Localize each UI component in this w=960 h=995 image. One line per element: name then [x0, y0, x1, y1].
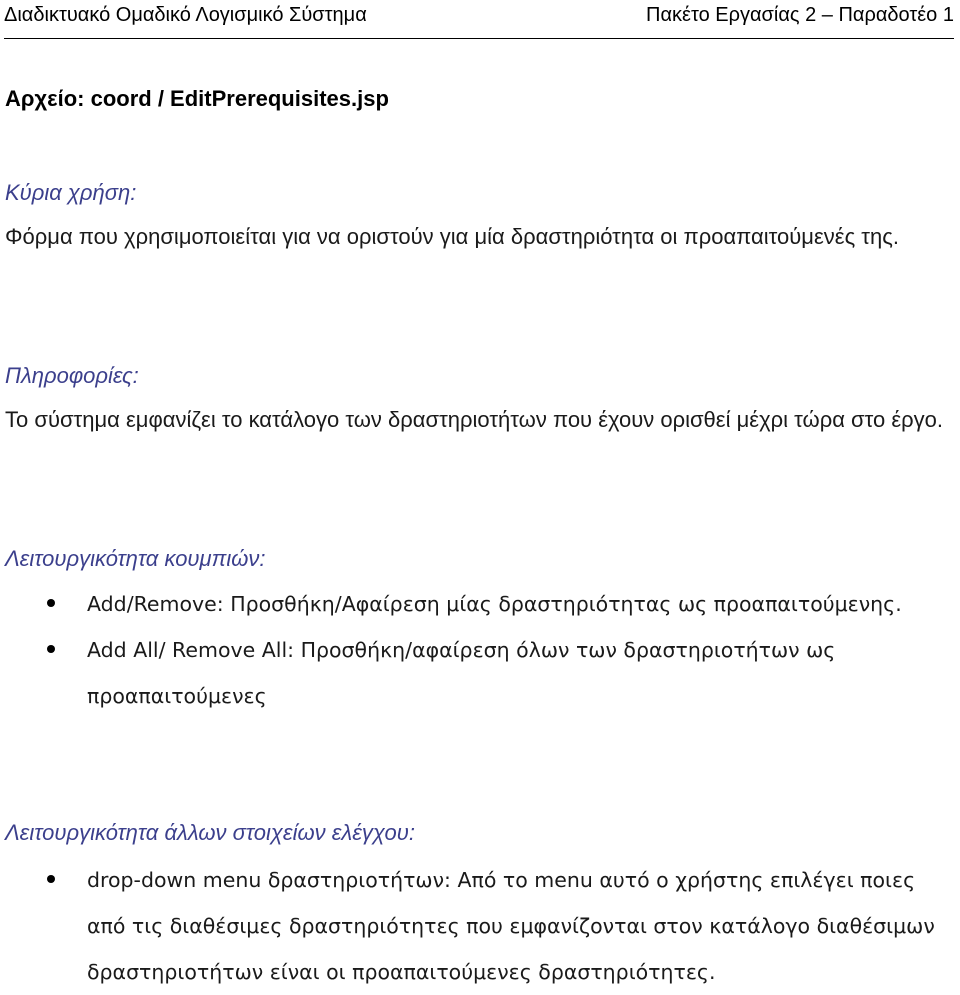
list-item	[0, 857, 950, 995]
buttons-list	[0, 581, 950, 719]
controls-list	[0, 857, 950, 995]
bullet-icon	[47, 599, 55, 607]
list-item-text: drop-down menu δραστηριοτήτων: Από το menu αυτό ο χρήστης επιλέγει ποιες από τις διαθέσιμες δραστηριότητες που εμφανίζονται στον κατάλογο διαθέσιμων δραστηριοτήτων είναι οι προαπαιτούμενες δραστηριότητες.	[87, 868, 935, 984]
list-item	[0, 627, 950, 719]
bullet-icon	[47, 875, 55, 883]
bullet-icon	[47, 645, 55, 653]
usage-text: Φόρμα που χρησιμοποιείται για να οριστούν για μία δραστηριότητα οι προαπαιτούμενές της.	[5, 224, 899, 249]
usage-heading: Κύρια χρήση:	[5, 180, 137, 205]
header-right-title: Πακέτο Εργασίας 2 – Παραδοτέο 1	[646, 4, 954, 26]
file-title: Αρχείο: coord / EditPrerequisites.jsp	[5, 86, 389, 111]
list-item-text: Add/Remove: Προσθήκη/Αφαίρεση μίας δραστηριότητας ως προαπαιτούμενης.	[87, 592, 902, 616]
header-left-title: Διαδικτυακό Ομαδικό Λογισμικό Σύστημα	[4, 4, 367, 26]
controls-heading: Λειτουργικότητα άλλων στοιχείων ελέγχου:	[5, 820, 415, 845]
list-item-text: Add All/ Remove All: Προσθήκη/αφαίρεση όλων των δραστηριοτήτων ως προαπαιτούμενες	[87, 638, 836, 708]
buttons-heading: Λειτουργικότητα κουμπιών:	[5, 546, 266, 571]
list-item	[0, 581, 950, 627]
info-text: Το σύστημα εμφανίζει το κατάλογο των δραστηριοτήτων που έχουν ορισθεί μέχρι τώρα στο έργο.	[5, 407, 944, 432]
page-header	[4, 0, 954, 39]
info-heading: Πληροφορίες:	[5, 363, 139, 388]
